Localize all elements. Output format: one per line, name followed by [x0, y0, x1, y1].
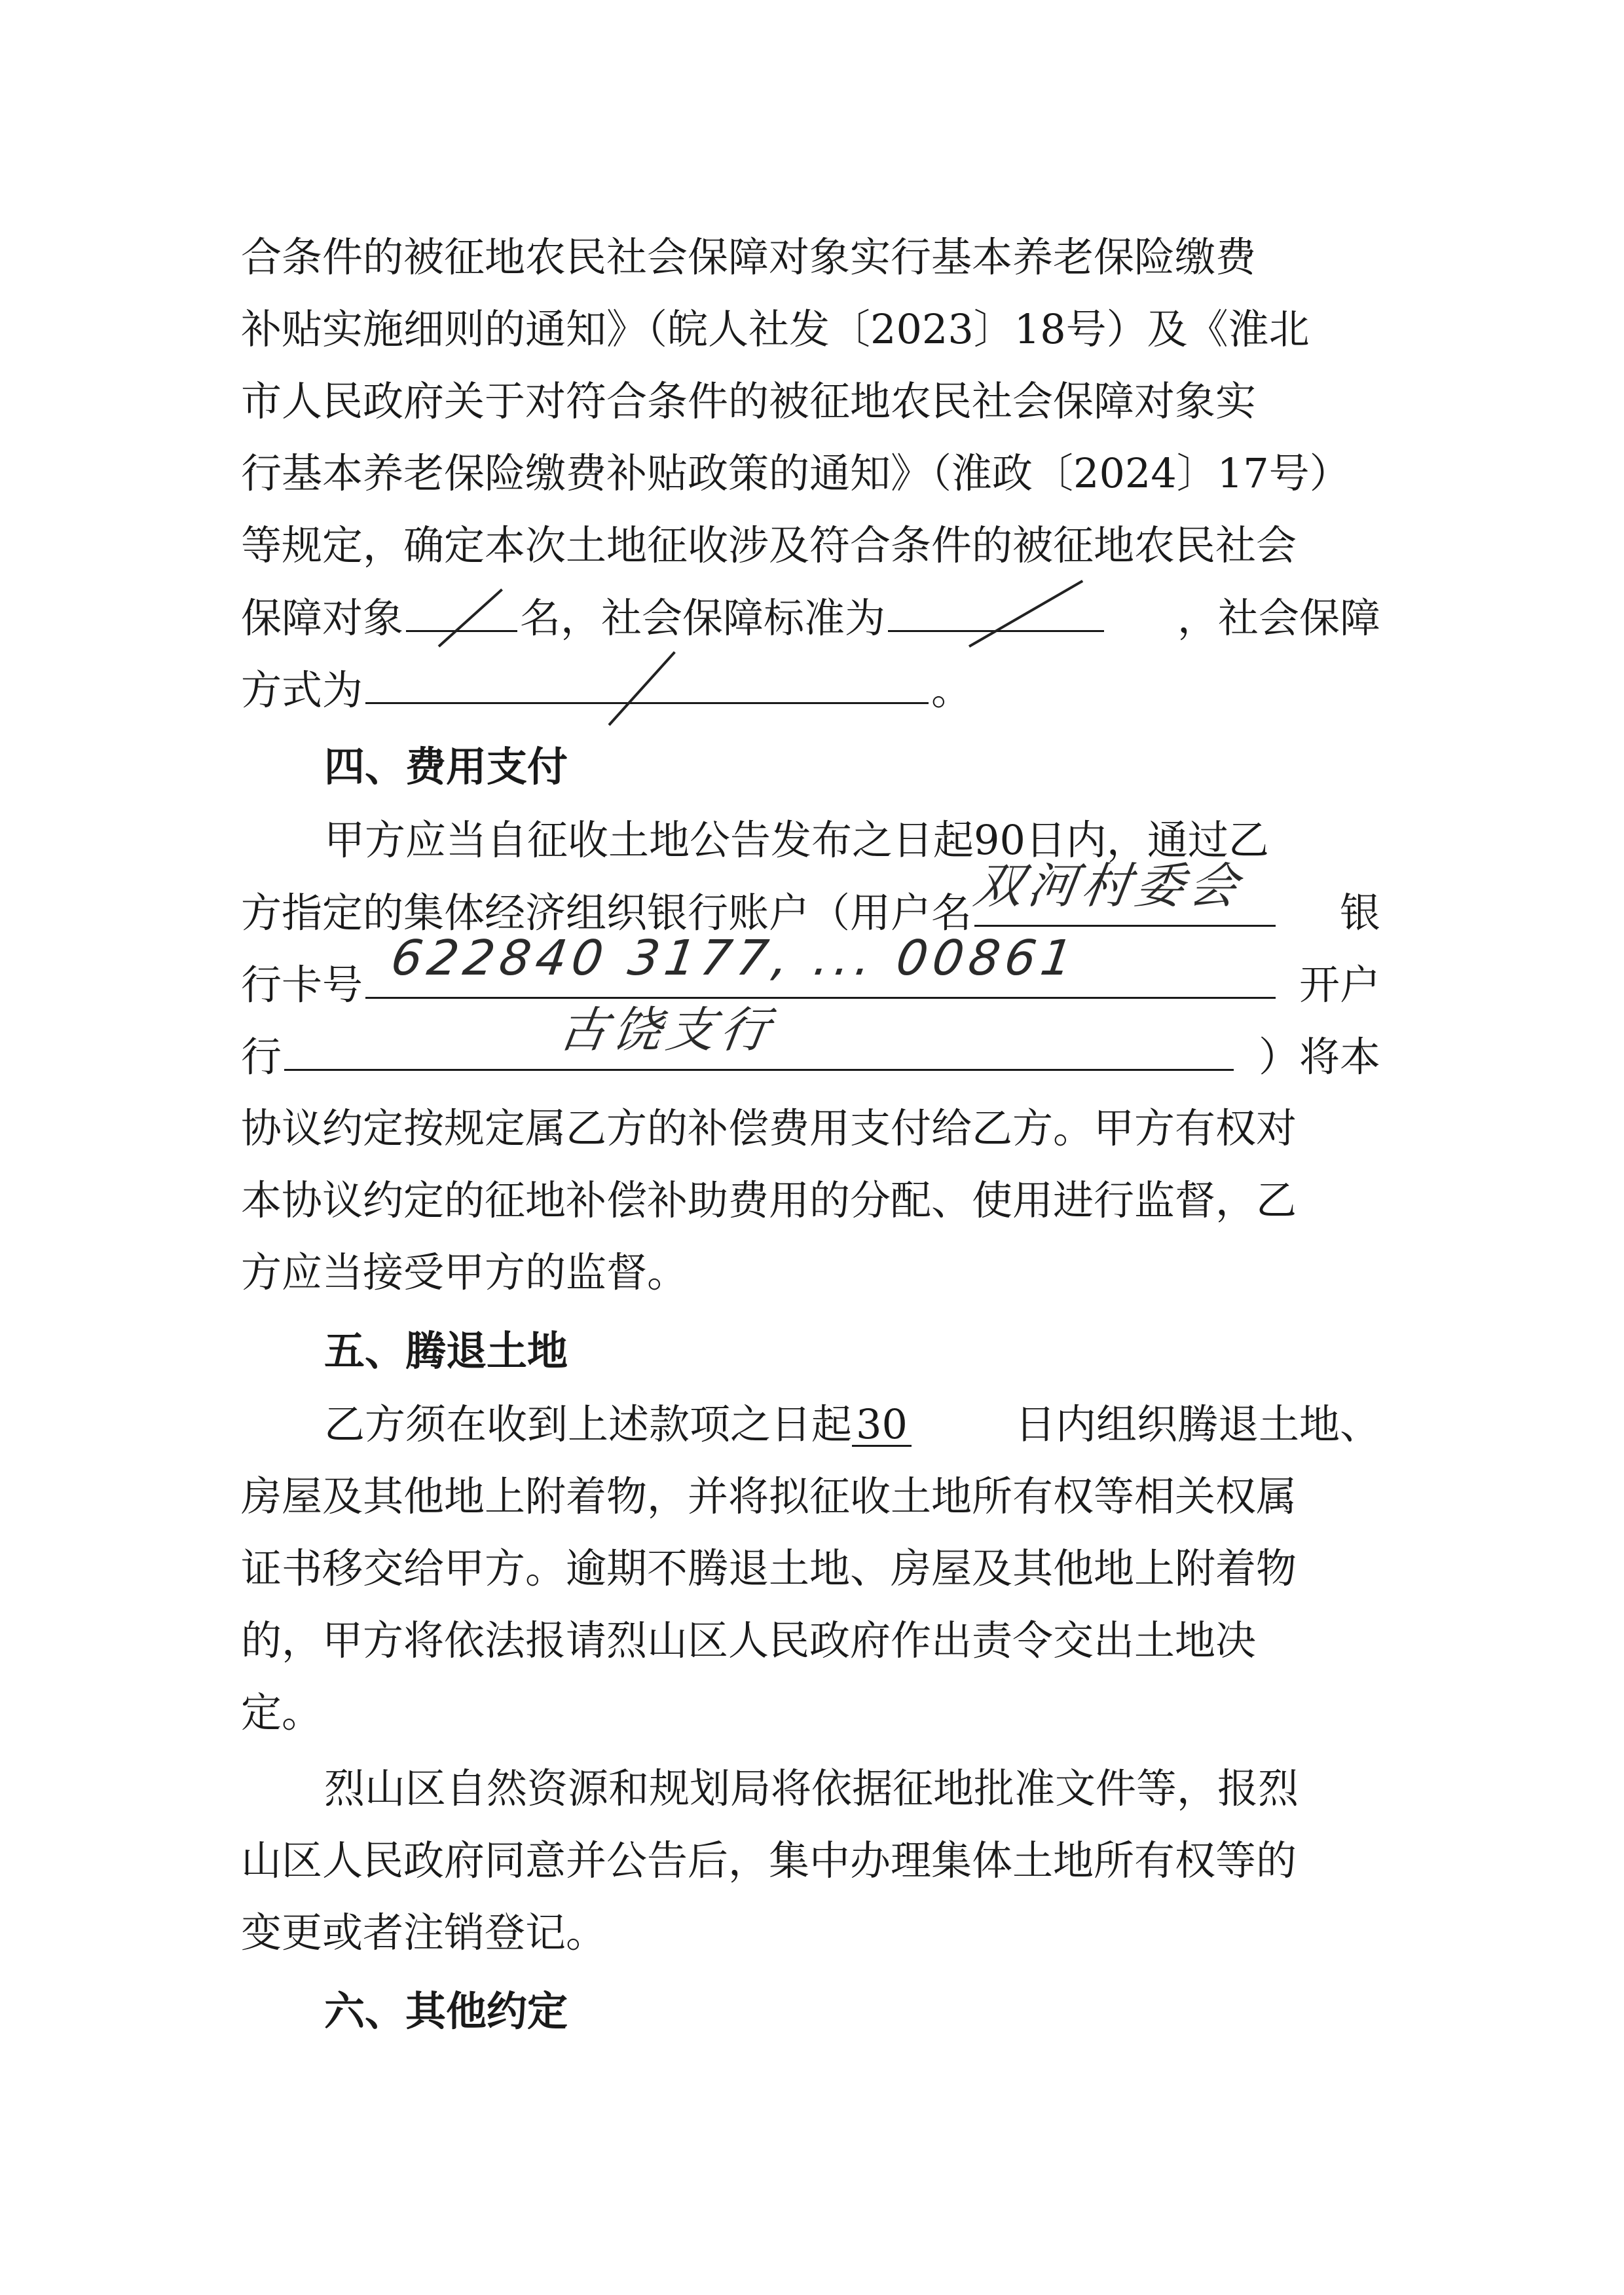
text: 乙方须在收到上述款项之日起 [324, 1400, 853, 1448]
section-heading [324, 1987, 568, 2035]
text: 银 [1339, 889, 1380, 937]
text: 变更或者注销登记。 [241, 1909, 607, 1956]
para-line [241, 1248, 688, 1296]
text: 开户 [1299, 961, 1380, 1009]
para-line [324, 816, 1380, 864]
para-line [241, 666, 1380, 714]
bank-branch-field [284, 1002, 1234, 1071]
section-heading [324, 1327, 568, 1375]
para-line [241, 305, 1380, 353]
text: 合条件的被征地农民社会保障对象实行基本养老保险缴费 [241, 233, 1257, 281]
para-line [241, 1909, 607, 1956]
para-line [241, 1616, 1380, 1664]
text: 保障对象 [241, 594, 404, 642]
text: 市人民政府关于对符合条件的被征地农民社会保障对象实 [241, 377, 1257, 425]
text: 行 [241, 1033, 282, 1081]
para-line [241, 377, 1380, 425]
para-line [241, 594, 1380, 642]
card-number-field [365, 930, 1276, 999]
text: 定。 [241, 1689, 323, 1736]
text: 方式为 [241, 666, 363, 714]
text: 的，甲方将依法报请烈山区人民政府作出责令交出土地决 [241, 1616, 1257, 1664]
para-line [241, 449, 1380, 497]
standard-blank [888, 597, 1104, 632]
section-heading [324, 743, 568, 791]
para-line [241, 1104, 1380, 1152]
text: 证书移交给甲方。逾期不腾退土地、房屋及其他地上附着物 [241, 1544, 1297, 1592]
text: 协议约定按规定属乙方的补偿费用支付给乙方。甲方有权对 [241, 1104, 1297, 1152]
para-line [241, 1544, 1380, 1592]
para-line [241, 858, 1380, 937]
para-line [324, 1764, 1380, 1812]
text: 方应当接受甲方的监督。 [241, 1248, 688, 1296]
text: 方指定的集体经济组织银行账户（用户名 [241, 889, 972, 937]
para-line [241, 1689, 323, 1736]
text: 四、费用支付 [324, 743, 568, 791]
text: ，社会保障 [1177, 594, 1380, 642]
para-line [241, 1837, 1380, 1884]
para-line [241, 1176, 1380, 1224]
text: 等规定，确定本次土地征收涉及符合条件的被征地农民社会 [241, 521, 1297, 569]
text: 日内组织腾退土地、 [1014, 1400, 1380, 1448]
text: 房屋及其他地上附着物，并将拟征收土地所有权等相关权属 [241, 1472, 1297, 1520]
para-line [241, 1472, 1380, 1520]
text: 五、腾退土地 [324, 1327, 568, 1375]
para-line [324, 1400, 1380, 1448]
text: ）将本 [1258, 1033, 1380, 1081]
text: 山区人民政府同意并公告后，集中办理集体土地所有权等的 [241, 1837, 1297, 1884]
text: 行基本养老保险缴费补贴政策的通知》（淮政〔2024〕17号） [241, 449, 1350, 497]
para-line [241, 521, 1380, 569]
text: 补贴实施细则的通知》（皖人社发〔2023〕18号）及《淮北 [241, 305, 1310, 353]
text: 行卡号 [241, 961, 363, 1009]
handwritten-card-number: 622840 3177, ... 00861 [387, 930, 1081, 986]
handwritten-account-name: 双河村委会 [970, 858, 1247, 914]
para-line [241, 930, 1380, 1009]
para-line [241, 233, 1380, 281]
text: 。 [931, 666, 972, 714]
text: 烈山区自然资源和规划局将依据征地批准文件等，报烈 [324, 1764, 1299, 1812]
text: 甲方应当自征收土地公告发布之日起90日内，通过乙 [324, 816, 1269, 864]
days-value: 30 [852, 1404, 912, 1447]
para-line [241, 1002, 1380, 1081]
method-blank [365, 669, 929, 704]
text: 六、其他约定 [324, 1987, 568, 2035]
text: 名，社会保障标准为 [520, 594, 886, 642]
handwritten-bank-branch: 古饶支行 [555, 1002, 779, 1058]
text: 本协议约定的征地补偿补助费用的分配、使用进行监督，乙 [241, 1176, 1297, 1224]
account-name-field [970, 858, 1276, 927]
